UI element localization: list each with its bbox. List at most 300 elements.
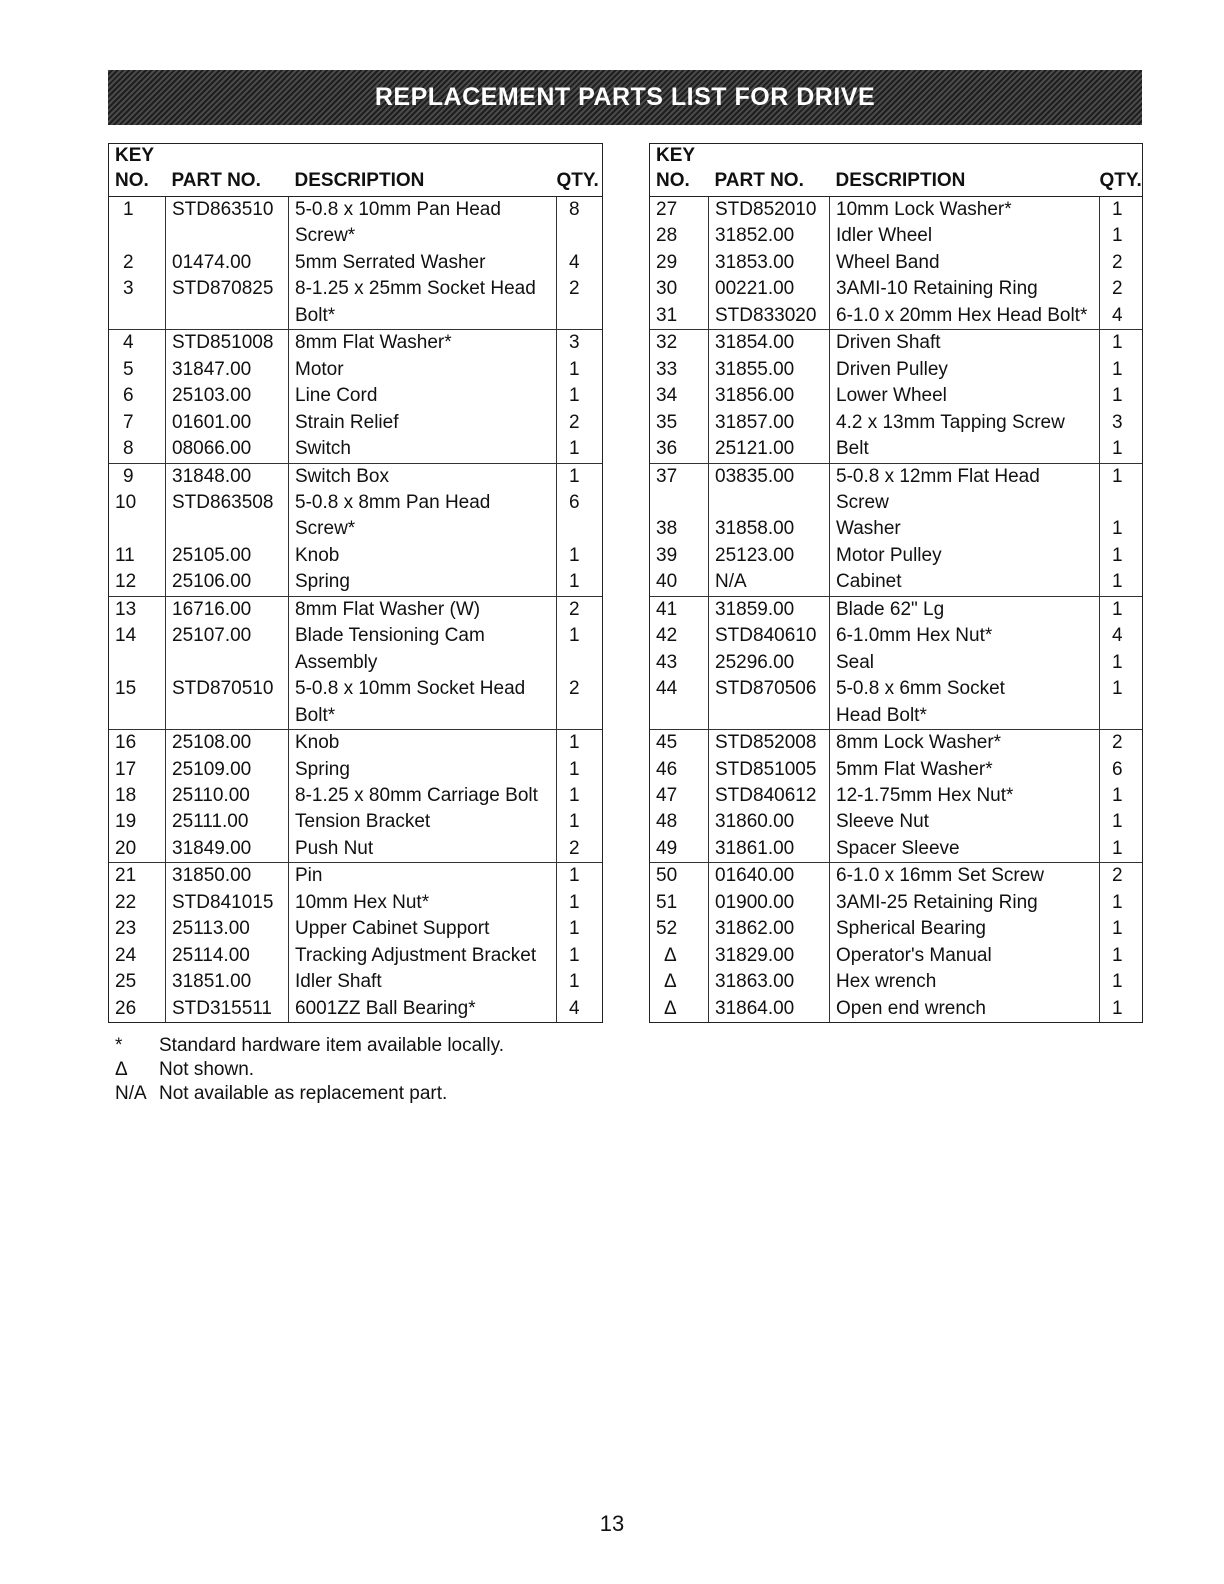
qty-cell: [557, 223, 603, 249]
table-row: [650, 250, 1143, 276]
table-row: [650, 730, 1143, 757]
key-no-cell: 6: [109, 383, 166, 409]
description-cell: Idler Wheel: [830, 223, 1100, 249]
description-cell: 3AMI-25 Retaining Ring: [830, 890, 1100, 916]
key-no-cell: 30: [650, 276, 709, 302]
qty-cell: 4: [1100, 623, 1143, 649]
part-no-cell: 25123.00: [709, 543, 830, 569]
description-cell: Sleeve Nut: [830, 809, 1100, 835]
table-row: [650, 623, 1143, 649]
key-no-cell: 21: [109, 863, 166, 890]
table-row: [650, 890, 1143, 916]
table-row: [650, 197, 1143, 224]
description-cell: Operator's Manual: [830, 943, 1100, 969]
qty-cell: 1: [557, 916, 603, 942]
page-title: REPLACEMENT PARTS LIST FOR DRIVE: [374, 83, 876, 111]
part-no-cell: 01900.00: [709, 890, 830, 916]
qty-cell: 2: [1100, 863, 1143, 890]
key-no-cell: [109, 650, 166, 676]
part-no-cell: 31851.00: [166, 969, 289, 995]
description-cell: Knob: [289, 543, 557, 569]
qty-cell: 1: [557, 730, 603, 757]
description-cell: 5-0.8 x 8mm Pan Head: [289, 490, 557, 516]
key-no-cell: 34: [650, 383, 709, 409]
parts-table-right: [649, 143, 1143, 1023]
part-no-cell: STD870825: [166, 276, 289, 302]
key-no-cell: 41: [650, 596, 709, 623]
description-cell: Spherical Bearing: [830, 916, 1100, 942]
description-cell: Spring: [289, 569, 557, 596]
key-no-cell: 35: [650, 410, 709, 436]
key-no-cell: 1: [109, 197, 166, 224]
description-cell: 6-1.0 x 20mm Hex Head Bolt*: [830, 303, 1100, 330]
qty-cell: 3: [1100, 410, 1143, 436]
key-no-cell: [109, 223, 166, 249]
qty-cell: 4: [557, 996, 603, 1023]
qty-cell: 1: [557, 383, 603, 409]
part-no-cell: STD833020: [709, 303, 830, 330]
footnote: [115, 1082, 504, 1106]
qty-cell: 1: [1100, 383, 1143, 409]
table-row: [109, 730, 603, 757]
part-no-cell: 31847.00: [166, 357, 289, 383]
key-no-cell: 38: [650, 516, 709, 542]
key-no-cell: 29: [650, 250, 709, 276]
table-row: [109, 383, 603, 409]
table-row: [650, 969, 1143, 995]
table-row: [109, 516, 603, 542]
description-cell: 6-1.0mm Hex Nut*: [830, 623, 1100, 649]
description-cell: Belt: [830, 436, 1100, 463]
key-no-cell: 31: [650, 303, 709, 330]
qty-cell: 1: [557, 357, 603, 383]
table-row: [650, 943, 1143, 969]
qty-cell: 1: [557, 890, 603, 916]
description-cell: 5-0.8 x 10mm Socket Head: [289, 676, 557, 702]
part-no-cell: [166, 223, 289, 249]
description-cell: 8-1.25 x 80mm Carriage Bolt: [289, 783, 557, 809]
key-no-cell: Δ: [650, 996, 709, 1023]
part-no-cell: 31854.00: [709, 330, 830, 357]
qty-cell: 1: [1100, 223, 1143, 249]
description-cell: 10mm Hex Nut*: [289, 890, 557, 916]
qty-cell: 8: [557, 197, 603, 224]
table-row: [650, 276, 1143, 302]
header-part-no: PART NO.: [166, 168, 289, 197]
part-no-cell: 31864.00: [709, 996, 830, 1023]
qty-cell: 1: [557, 543, 603, 569]
key-no-cell: 7: [109, 410, 166, 436]
part-no-cell: STD851008: [166, 330, 289, 357]
table-row: [650, 676, 1143, 702]
key-no-cell: 45: [650, 730, 709, 757]
table-row: [109, 836, 603, 863]
part-no-cell: STD863510: [166, 197, 289, 224]
part-no-cell: 25296.00: [709, 650, 830, 676]
key-no-cell: 12: [109, 569, 166, 596]
table-row: [650, 836, 1143, 863]
table-row: [650, 490, 1143, 516]
part-no-cell: [166, 703, 289, 730]
description-cell: Hex wrench: [830, 969, 1100, 995]
header-description: DESCRIPTION: [830, 168, 1100, 197]
description-cell: Seal: [830, 650, 1100, 676]
table-row: [109, 330, 603, 357]
part-no-cell: 31852.00: [709, 223, 830, 249]
table-row: [109, 357, 603, 383]
qty-cell: 1: [1100, 650, 1143, 676]
part-no-cell: 01601.00: [166, 410, 289, 436]
key-no-cell: Δ: [650, 943, 709, 969]
qty-cell: 1: [1100, 996, 1143, 1023]
key-no-cell: 18: [109, 783, 166, 809]
part-no-cell: STD851005: [709, 757, 830, 783]
qty-cell: 1: [557, 623, 603, 649]
qty-cell: 1: [557, 569, 603, 596]
key-no-cell: 19: [109, 809, 166, 835]
qty-cell: 4: [1100, 303, 1143, 330]
key-no-cell: 39: [650, 543, 709, 569]
footnote-text: Not available as replacement part.: [159, 1083, 448, 1104]
table-row: [109, 969, 603, 995]
description-cell: Spring: [289, 757, 557, 783]
qty-cell: 1: [557, 783, 603, 809]
part-no-cell: [166, 303, 289, 330]
key-no-cell: 15: [109, 676, 166, 702]
header-key: KEY: [650, 144, 709, 169]
table-row: [109, 303, 603, 330]
footnote-symbol: N/A: [115, 1083, 147, 1104]
table-row: [650, 223, 1143, 249]
table-row: [109, 410, 603, 436]
part-no-cell: 31848.00: [166, 463, 289, 490]
table-row: [650, 703, 1143, 730]
part-no-cell: 25111.00: [166, 809, 289, 835]
qty-cell: 1: [1100, 836, 1143, 863]
qty-cell: 3: [557, 330, 603, 357]
description-cell: 8-1.25 x 25mm Socket Head: [289, 276, 557, 302]
qty-cell: 2: [557, 276, 603, 302]
table-row: [109, 223, 603, 249]
table-row: [650, 996, 1143, 1023]
key-no-cell: 10: [109, 490, 166, 516]
part-no-cell: 31829.00: [709, 943, 830, 969]
description-cell: Strain Relief: [289, 410, 557, 436]
key-no-cell: 24: [109, 943, 166, 969]
key-no-cell: 50: [650, 863, 709, 890]
qty-cell: [557, 516, 603, 542]
key-no-cell: 46: [650, 757, 709, 783]
key-no-cell: 20: [109, 836, 166, 863]
description-cell: Spacer Sleeve: [830, 836, 1100, 863]
key-no-cell: [650, 490, 709, 516]
key-no-cell: 52: [650, 916, 709, 942]
qty-cell: 6: [557, 490, 603, 516]
key-no-cell: 16: [109, 730, 166, 757]
key-no-cell: 11: [109, 543, 166, 569]
part-no-cell: 01640.00: [709, 863, 830, 890]
parts-table-left: [108, 143, 603, 1023]
table-row: [650, 757, 1143, 783]
part-no-cell: STD840610: [709, 623, 830, 649]
key-no-cell: 42: [650, 623, 709, 649]
part-no-cell: 25108.00: [166, 730, 289, 757]
qty-cell: [1100, 490, 1143, 516]
footnote: [115, 1034, 504, 1058]
key-no-cell: [650, 703, 709, 730]
footnote-text: Standard hardware item available locally.: [159, 1035, 504, 1056]
table-row: [650, 650, 1143, 676]
part-no-cell: 31856.00: [709, 383, 830, 409]
key-no-cell: 3: [109, 276, 166, 302]
qty-cell: 1: [1100, 676, 1143, 702]
key-no-cell: 37: [650, 463, 709, 490]
parts-table-left-body: [109, 197, 603, 1023]
description-cell: 5mm Serrated Washer: [289, 250, 557, 276]
description-cell: Switch Box: [289, 463, 557, 490]
key-no-cell: 22: [109, 890, 166, 916]
part-no-cell: 25105.00: [166, 543, 289, 569]
part-no-cell: 16716.00: [166, 596, 289, 623]
description-cell: Switch: [289, 436, 557, 463]
header-part-no: PART NO.: [709, 168, 830, 197]
header-qty: QTY.: [557, 168, 603, 197]
description-cell: 8mm Flat Washer*: [289, 330, 557, 357]
table-row: [650, 569, 1143, 596]
table-row: [109, 863, 603, 890]
qty-cell: 1: [557, 809, 603, 835]
description-cell: 6001ZZ Ball Bearing*: [289, 996, 557, 1023]
key-no-cell: 27: [650, 197, 709, 224]
table-row: [650, 863, 1143, 890]
part-no-cell: 25113.00: [166, 916, 289, 942]
description-cell: 3AMI-10 Retaining Ring: [830, 276, 1100, 302]
qty-cell: 1: [557, 463, 603, 490]
qty-cell: 1: [1100, 463, 1143, 490]
table-row: [109, 703, 603, 730]
qty-cell: 1: [1100, 916, 1143, 942]
key-no-cell: 32: [650, 330, 709, 357]
qty-cell: 1: [1100, 809, 1143, 835]
table-row: [109, 890, 603, 916]
key-no-cell: 28: [650, 223, 709, 249]
part-no-cell: [166, 650, 289, 676]
header-qty: QTY.: [1100, 168, 1143, 197]
description-cell: Pin: [289, 863, 557, 890]
part-no-cell: STD863508: [166, 490, 289, 516]
part-no-cell: 08066.00: [166, 436, 289, 463]
key-no-cell: 48: [650, 809, 709, 835]
qty-cell: 6: [1100, 757, 1143, 783]
qty-cell: 1: [1100, 357, 1143, 383]
page-number: 13: [599, 1511, 625, 1536]
part-no-cell: 31859.00: [709, 596, 830, 623]
table-row: [109, 783, 603, 809]
table-row: [109, 650, 603, 676]
key-no-cell: 4: [109, 330, 166, 357]
header-key: KEY: [109, 144, 166, 169]
description-cell: Tension Bracket: [289, 809, 557, 835]
qty-cell: [557, 703, 603, 730]
qty-cell: 1: [1100, 596, 1143, 623]
description-cell: Tracking Adjustment Bracket: [289, 943, 557, 969]
table-row: [109, 809, 603, 835]
description-cell: 12-1.75mm Hex Nut*: [830, 783, 1100, 809]
key-no-cell: 13: [109, 596, 166, 623]
table-row: [109, 436, 603, 463]
title-banner: [108, 70, 1142, 125]
table-row: [650, 383, 1143, 409]
parts-table-right-body: [650, 197, 1143, 1023]
description-cell: 5-0.8 x 12mm Flat Head: [830, 463, 1100, 490]
qty-cell: 1: [1100, 436, 1143, 463]
table-row: [650, 916, 1143, 942]
table-row: [109, 623, 603, 649]
description-cell: 8mm Lock Washer*: [830, 730, 1100, 757]
description-cell: Screw: [830, 490, 1100, 516]
footnote-symbol: *: [115, 1035, 123, 1056]
qty-cell: [1100, 703, 1143, 730]
table-row: [109, 916, 603, 942]
part-no-cell: 03835.00: [709, 463, 830, 490]
description-cell: Open end wrench: [830, 996, 1100, 1023]
part-no-cell: STD870506: [709, 676, 830, 702]
part-no-cell: STD315511: [166, 996, 289, 1023]
part-no-cell: 31861.00: [709, 836, 830, 863]
table-row: [109, 543, 603, 569]
part-no-cell: 00221.00: [709, 276, 830, 302]
table-row: [109, 250, 603, 276]
header-no: NO.: [109, 168, 166, 197]
qty-cell: 1: [557, 943, 603, 969]
qty-cell: 1: [557, 436, 603, 463]
qty-cell: 2: [557, 596, 603, 623]
part-no-cell: STD852010: [709, 197, 830, 224]
part-no-cell: 31863.00: [709, 969, 830, 995]
key-no-cell: 8: [109, 436, 166, 463]
qty-cell: 4: [557, 250, 603, 276]
key-no-cell: 40: [650, 569, 709, 596]
part-no-cell: STD841015: [166, 890, 289, 916]
key-no-cell: 5: [109, 357, 166, 383]
description-cell: Screw*: [289, 223, 557, 249]
table-row: [650, 463, 1143, 490]
description-cell: Cabinet: [830, 569, 1100, 596]
part-no-cell: 31862.00: [709, 916, 830, 942]
description-cell: Washer: [830, 516, 1100, 542]
qty-cell: 1: [1100, 969, 1143, 995]
footnote: [115, 1058, 504, 1082]
description-cell: Assembly: [289, 650, 557, 676]
description-cell: Blade Tensioning Cam: [289, 623, 557, 649]
qty-cell: 2: [1100, 730, 1143, 757]
description-cell: Bolt*: [289, 303, 557, 330]
table-row: [109, 757, 603, 783]
part-no-cell: 01474.00: [166, 250, 289, 276]
description-cell: 5-0.8 x 6mm Socket: [830, 676, 1100, 702]
qty-cell: [557, 303, 603, 330]
qty-cell: 2: [557, 836, 603, 863]
qty-cell: 1: [1100, 543, 1143, 569]
key-no-cell: 25: [109, 969, 166, 995]
qty-cell: 1: [557, 757, 603, 783]
part-no-cell: 31857.00: [709, 410, 830, 436]
table-row: [650, 303, 1143, 330]
description-cell: Upper Cabinet Support: [289, 916, 557, 942]
qty-cell: 1: [1100, 569, 1143, 596]
table-row: [109, 569, 603, 596]
qty-cell: 1: [1100, 890, 1143, 916]
part-no-cell: [709, 703, 830, 730]
key-no-cell: 36: [650, 436, 709, 463]
table-row: [109, 490, 603, 516]
footnote-symbol: Δ: [115, 1059, 128, 1080]
part-no-cell: 31858.00: [709, 516, 830, 542]
table-row: [650, 436, 1143, 463]
description-cell: Line Cord: [289, 383, 557, 409]
key-no-cell: 17: [109, 757, 166, 783]
part-no-cell: 31855.00: [709, 357, 830, 383]
description-cell: Motor Pulley: [830, 543, 1100, 569]
qty-cell: 1: [557, 969, 603, 995]
table-row: [109, 676, 603, 702]
part-no-cell: N/A: [709, 569, 830, 596]
table-row: [109, 996, 603, 1023]
description-cell: Motor: [289, 357, 557, 383]
description-cell: 8mm Flat Washer (W): [289, 596, 557, 623]
part-no-cell: [166, 516, 289, 542]
table-row: [109, 276, 603, 302]
part-no-cell: STD870510: [166, 676, 289, 702]
part-no-cell: 25106.00: [166, 569, 289, 596]
header-no: NO.: [650, 168, 709, 197]
description-cell: Driven Shaft: [830, 330, 1100, 357]
table-row: [650, 596, 1143, 623]
table-row: [650, 516, 1143, 542]
description-cell: Wheel Band: [830, 250, 1100, 276]
table-row: [109, 197, 603, 224]
part-no-cell: 31850.00: [166, 863, 289, 890]
key-no-cell: 43: [650, 650, 709, 676]
part-no-cell: 25109.00: [166, 757, 289, 783]
part-no-cell: 25110.00: [166, 783, 289, 809]
table-row: [109, 463, 603, 490]
table-row: [650, 783, 1143, 809]
key-no-cell: 2: [109, 250, 166, 276]
key-no-cell: 9: [109, 463, 166, 490]
part-no-cell: 31853.00: [709, 250, 830, 276]
key-no-cell: 23: [109, 916, 166, 942]
qty-cell: 2: [1100, 250, 1143, 276]
key-no-cell: Δ: [650, 969, 709, 995]
qty-cell: 1: [1100, 943, 1143, 969]
qty-cell: 1: [1100, 516, 1143, 542]
table-row: [109, 943, 603, 969]
qty-cell: [557, 650, 603, 676]
part-no-cell: 31860.00: [709, 809, 830, 835]
key-no-cell: 33: [650, 357, 709, 383]
qty-cell: 1: [1100, 197, 1143, 224]
qty-cell: 2: [1100, 276, 1143, 302]
part-no-cell: 25121.00: [709, 436, 830, 463]
header-description: DESCRIPTION: [289, 168, 557, 197]
qty-cell: 1: [1100, 783, 1143, 809]
table-row: [650, 330, 1143, 357]
table-row: [650, 357, 1143, 383]
key-no-cell: [109, 703, 166, 730]
table-row: [650, 410, 1143, 436]
part-no-cell: STD840612: [709, 783, 830, 809]
